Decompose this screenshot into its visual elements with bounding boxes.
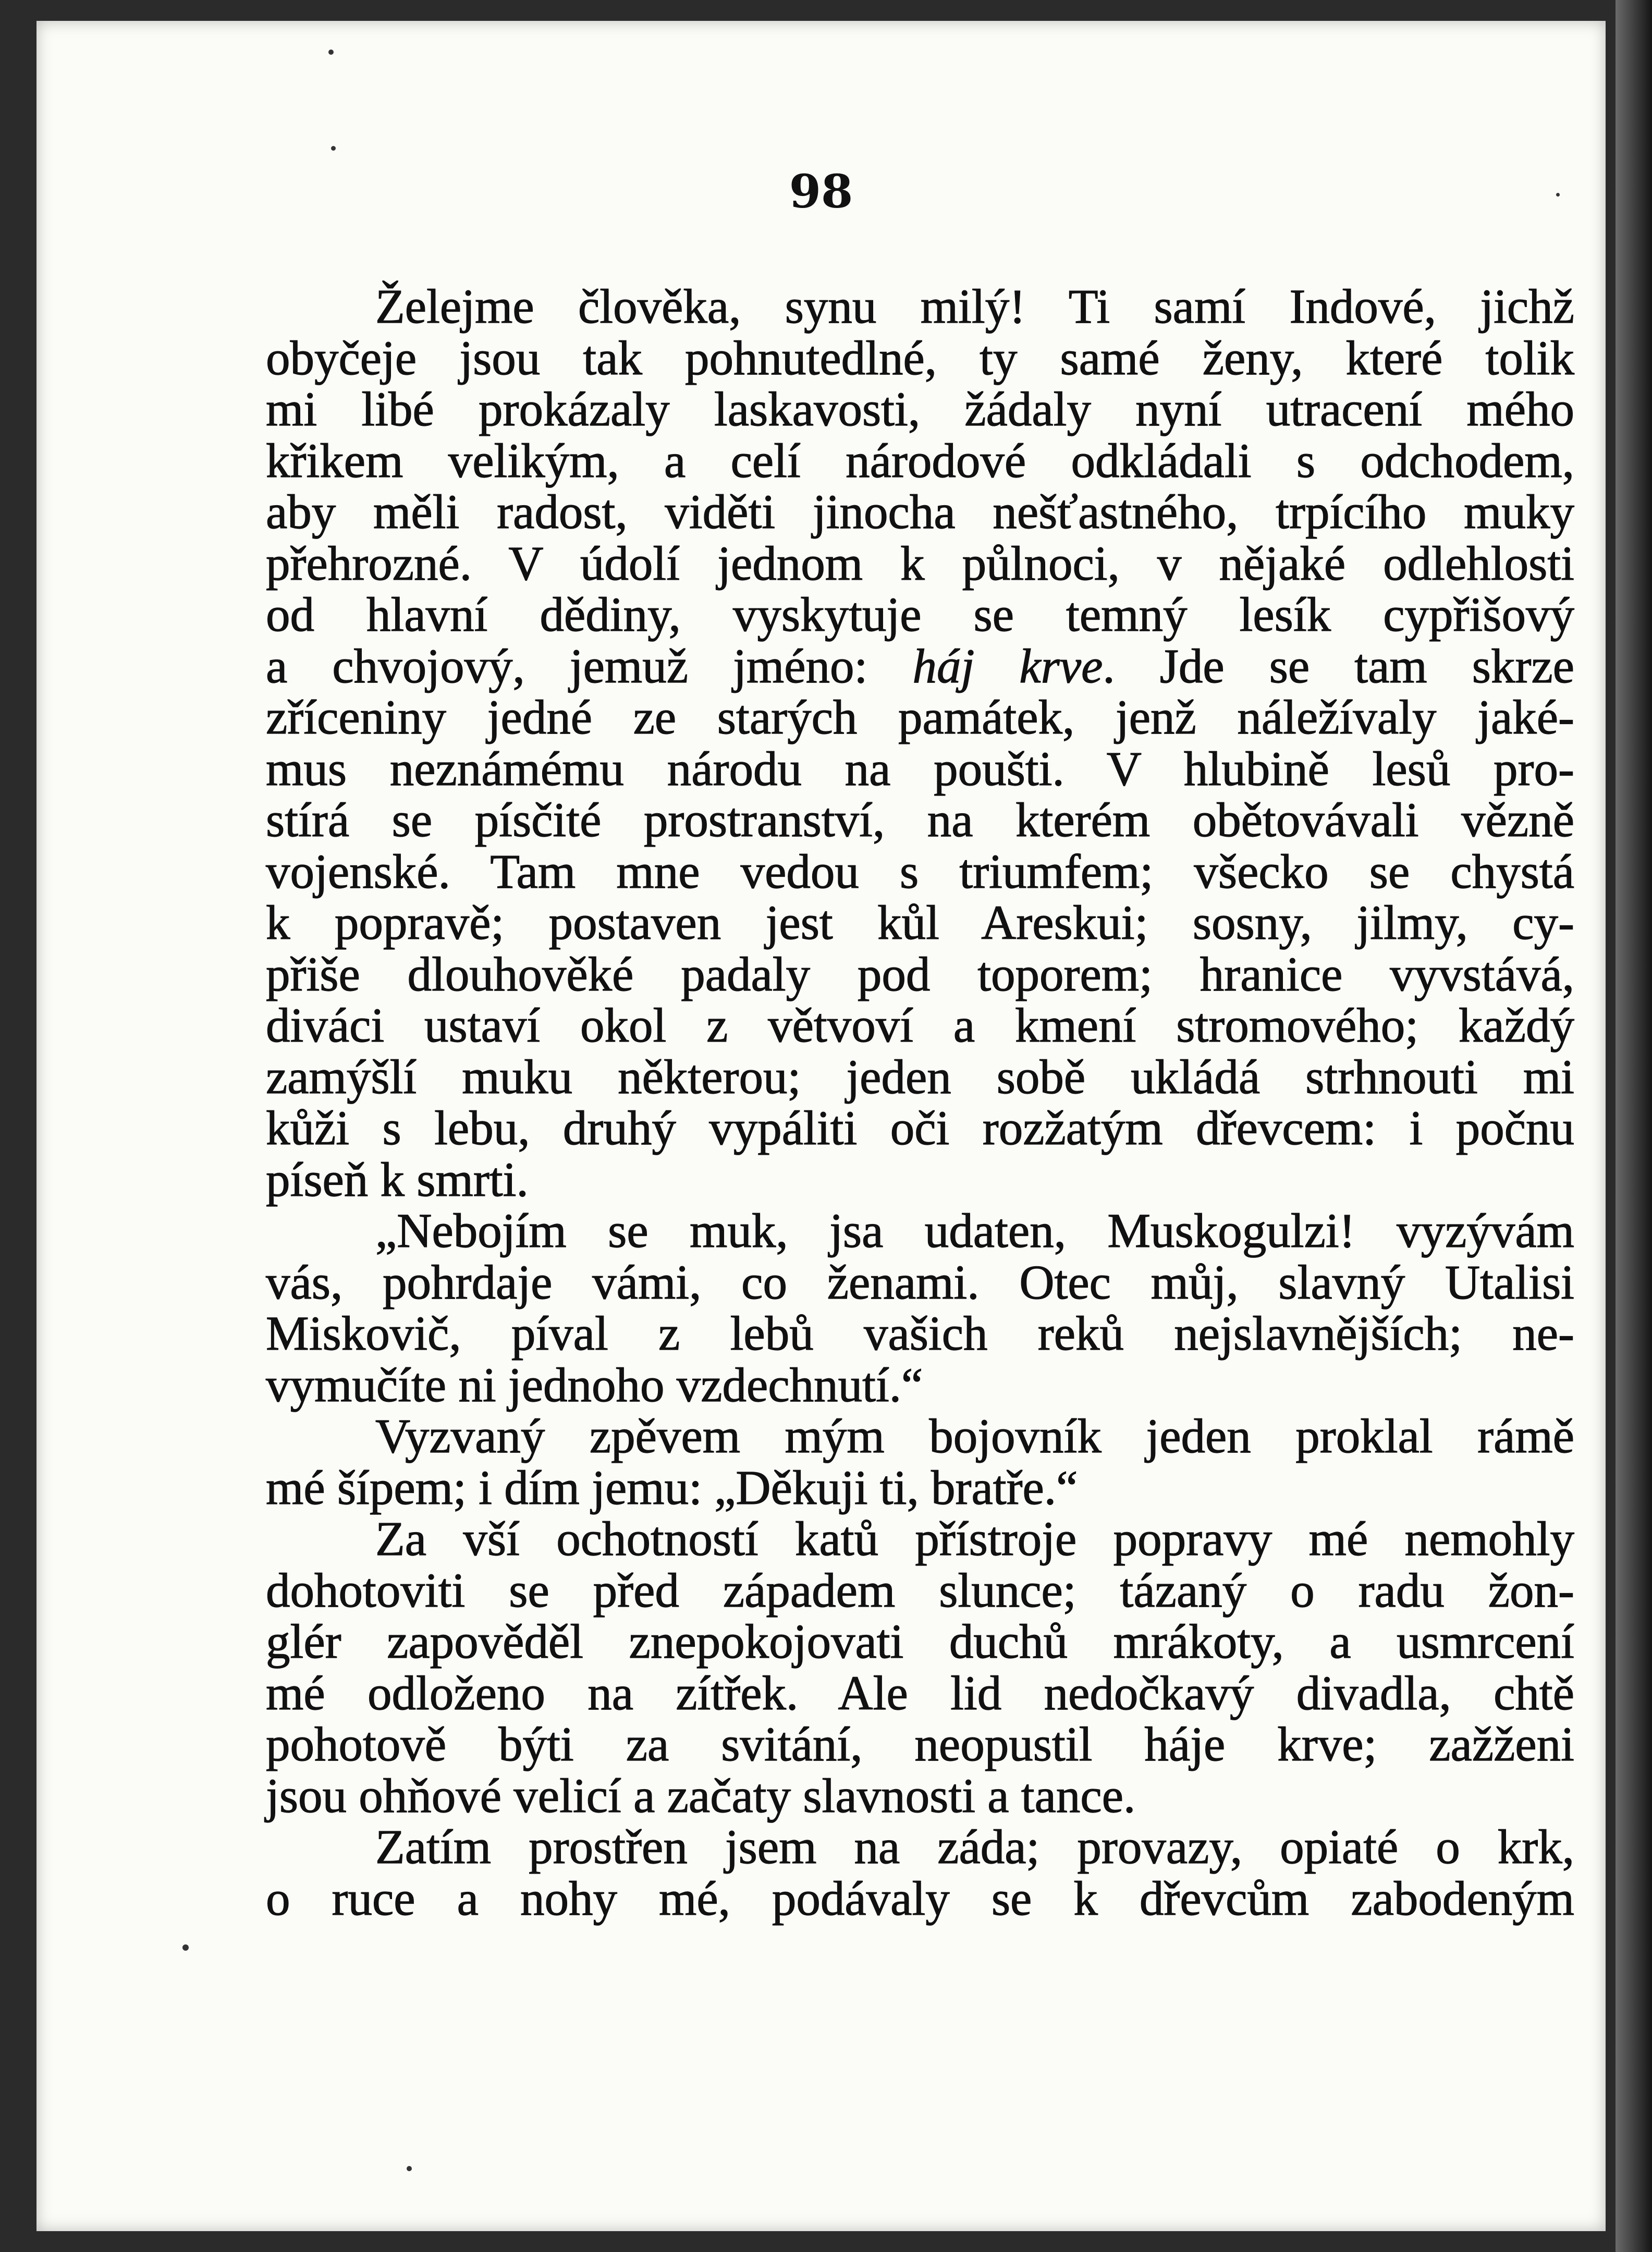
text-line: zamýšlí muku některou; jeden sobě ukládá strhnouti mi (266, 1050, 1574, 1104)
text-line: aby měli radost, viděti jinocha nešťastného, trpícího muky (266, 485, 1574, 539)
text-line: zříceniny jedné ze starých památek, jenž náležívaly jaké- (266, 691, 1574, 744)
text-line: vás, pohrdaje vámi, co ženami. Otec můj, slavný Utalisi (266, 1255, 1574, 1309)
text-line: dohotoviti se před západem slunce; tázaný o radu žon- (266, 1563, 1574, 1618)
text-line: píseň k smrti. (266, 1153, 529, 1207)
text-line: „Nebojím se muk, jsa udaten, Muskogulzi! vyzývám (375, 1204, 1574, 1258)
text-line: pohotově býti za svitání, neopustil háje krve; zažženi (266, 1718, 1574, 1771)
dust-speck (182, 1944, 189, 1951)
text-line: a chvojový, jemuž jméno: háj krve. Jde se tam skrze (266, 639, 1574, 693)
text-line: k popravě; postaven jest kůl Areskui; sosny, jilmy, cy- (266, 896, 1574, 950)
text-line: stírá se písčité prostranství, na kterém obětovávali vězně (266, 793, 1574, 847)
dust-speck (331, 146, 336, 151)
text-line: přiše dlouhověké padaly pod toporem; hranice vyvstává, (266, 947, 1574, 1001)
text-line: diváci ustaví okol z větvoví a kmení stromového; každý (266, 999, 1574, 1052)
text-line: Želejme člověka, synu milý! Ti samí Indové, jichž (375, 280, 1574, 334)
text-line: od hlavní dědiny, vyskytuje se temný lesík cypřišový (266, 588, 1574, 642)
book-edge-shadow (1616, 0, 1652, 2252)
italic-phrase: háj krve (912, 639, 1103, 693)
text-line: přehrozné. V údolí jednom k půlnoci, v nějaké odlehlosti (266, 536, 1574, 591)
text-line: kůži s lebu, druhý vypáliti oči rozžatým dřevcem: i počnu (266, 1101, 1574, 1155)
text-line: mus neznámému národu na poušti. V hlubině lesů pro- (266, 742, 1574, 796)
dust-speck (1556, 193, 1560, 197)
text-line: vymučíte ni jednoho vzdechnutí.“ (266, 1358, 923, 1412)
text-line: glér zapověděl znepokojovati duchů mrákoty, a usmrcení (266, 1615, 1574, 1669)
text-line: vojenské. Tam mne vedou s triumfem; všecko se chystá (266, 844, 1574, 899)
body-text (266, 282, 1574, 1925)
text-line: jsou ohňové velicí a začaty slavnosti a tance. (266, 1769, 1136, 1823)
text-line: obyčeje jsou tak pohnutedlné, ty samé ženy, které tolik (266, 331, 1574, 385)
book-page (36, 21, 1606, 2231)
text-line: mi libé prokázaly laskavosti, žádaly nyní utracení mého (266, 383, 1574, 436)
text-line: mé šípem; i dím jemu: „Děkuji ti, bratře.“ (266, 1461, 1078, 1515)
text-line: mé odloženo na zítřek. Ale lid nedočkavý divadla, chtě (266, 1666, 1574, 1720)
dust-speck (407, 2166, 412, 2171)
text-line: Miskovič, píval z lebů vašich reků nejslavnějších; ne- (266, 1307, 1574, 1361)
page-number: 98 (789, 164, 853, 218)
dust-speck (328, 50, 334, 55)
text-line: křikem velikým, a celí národové odkládali s odchodem, (266, 434, 1574, 488)
text-line: Zatím prostřen jsem na záda; provazy, opiaté o krk, (375, 1820, 1574, 1874)
text-line: Za vší ochotností katů přístroje popravy mé nemohly (375, 1512, 1574, 1566)
text-line: o ruce a nohy mé, podávaly se k dřevcům zabodeným (266, 1871, 1574, 1926)
text-line: Vyzvaný zpěvem mým bojovník jeden proklal rámě (375, 1410, 1574, 1463)
